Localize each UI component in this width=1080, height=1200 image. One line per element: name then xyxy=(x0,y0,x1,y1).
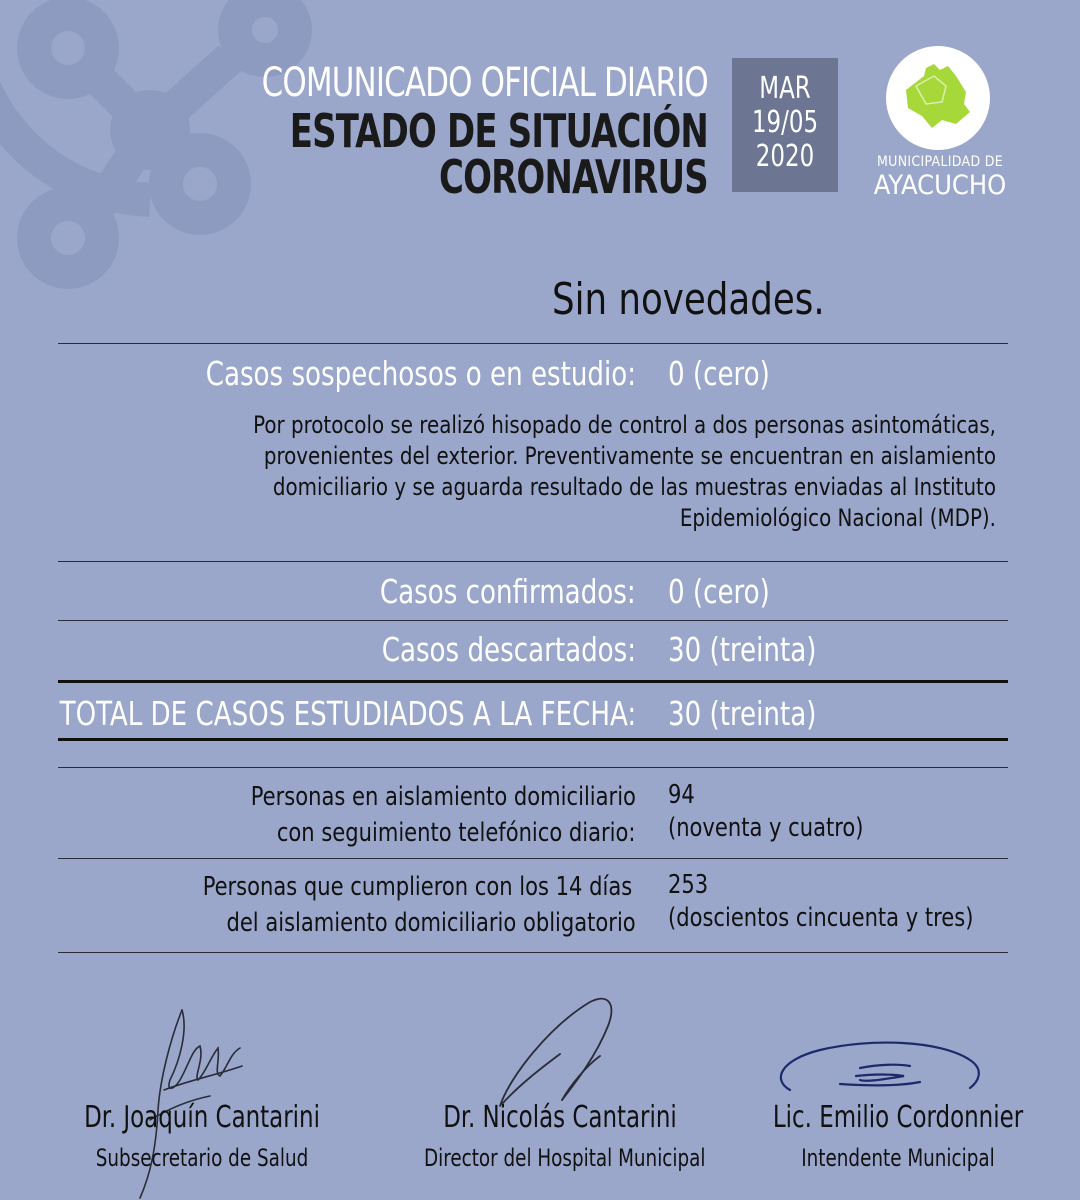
note-line: Por protocolo se realizó hisopado de control a dos personas asintomáticas, xyxy=(253,411,996,439)
total-value: 30 (treinta) xyxy=(668,694,817,733)
date-year: 2020 xyxy=(755,139,815,174)
note-line: Epidemiológico Nacional (MDP). xyxy=(679,504,996,532)
protocol-note xyxy=(186,410,996,534)
isolation-value: 94 xyxy=(668,780,695,810)
completed-label-line2: del aislamiento domiciliario obligatorio xyxy=(226,908,636,938)
signatory-2-title: Director del Hospital Municipal xyxy=(424,1144,706,1172)
signatory-2-name: Dr. Nicolás Cantarini xyxy=(443,1100,677,1135)
date-badge xyxy=(732,58,838,192)
confirmed-value: 0 (cero) xyxy=(668,572,770,611)
note-line: domiciliario y se aguarda resultado de las muestras enviadas al Instituto xyxy=(272,473,997,501)
signature-2-image xyxy=(490,996,630,1116)
divider xyxy=(58,952,1008,953)
signature-3-image xyxy=(770,1030,990,1100)
logo-text-top: MUNICIPALIDAD DE xyxy=(877,154,1003,170)
date-daymonth: 19/05 xyxy=(751,105,819,140)
virus-background-icon xyxy=(0,0,320,300)
date-weekday: MAR xyxy=(759,71,811,106)
divider-thick xyxy=(58,680,1008,683)
divider xyxy=(58,343,1008,344)
isolation-label-line1: Personas en aislamiento domiciliario xyxy=(250,782,636,812)
isolation-label-line2: con seguimiento telefónico diario: xyxy=(277,818,636,848)
signatory-3-name: Lic. Emilio Cordonnier xyxy=(772,1100,1024,1135)
logo-text-bottom: AYACUCHO xyxy=(873,170,1007,201)
signatory-3-title: Intendente Municipal xyxy=(801,1144,995,1172)
divider xyxy=(58,858,1008,859)
header-title-line2: ESTADO DE SITUACIÓN xyxy=(289,104,708,158)
divider xyxy=(58,767,1008,768)
signatory-1-title: Subsecretario de Salud xyxy=(95,1144,309,1172)
completed-value-words: (doscientos cincuenta y tres) xyxy=(668,903,974,933)
confirmed-label: Casos confirmados: xyxy=(380,572,636,611)
suspected-value: 0 (cero) xyxy=(668,354,770,393)
map-shape-icon xyxy=(886,46,990,150)
completed-label-line1: Personas que cumplieron con los 14 días xyxy=(202,872,632,902)
municipality-logo xyxy=(886,46,990,150)
completed-value: 253 xyxy=(668,870,709,900)
header-title-line1: COMUNICADO OFICIAL DIARIO xyxy=(261,60,708,106)
divider xyxy=(58,620,1008,621)
divider-thick xyxy=(58,738,1008,741)
divider xyxy=(58,561,1008,562)
header-title-line3: CORONAVIRUS xyxy=(439,150,708,204)
signatory-1-name: Dr. Joaquín Cantarini xyxy=(84,1100,320,1135)
note-line: provenientes del exterior. Preventivamente se encuentran en aislamiento xyxy=(263,442,996,470)
total-label: TOTAL DE CASOS ESTUDIADOS A LA FECHA: xyxy=(59,694,636,733)
isolation-value-words: (noventa y cuatro) xyxy=(668,813,864,843)
headline: Sin novedades. xyxy=(552,274,825,325)
discarded-value: 30 (treinta) xyxy=(668,630,817,669)
discarded-label: Casos descartados: xyxy=(381,630,636,669)
suspected-label: Casos sospechosos o en estudio: xyxy=(205,354,636,393)
